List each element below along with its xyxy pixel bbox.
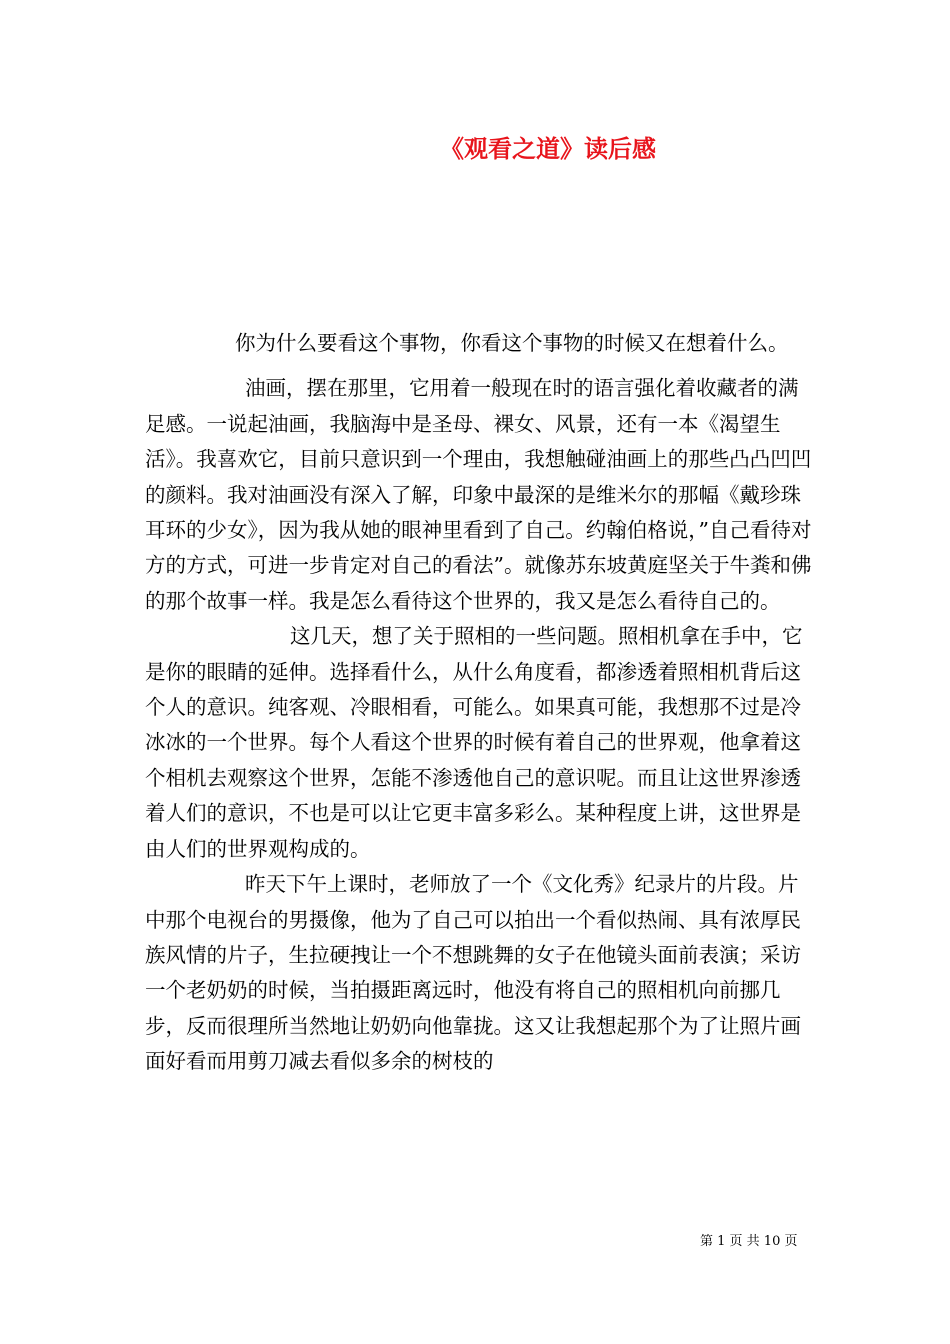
document-body [145,326,813,1080]
paragraph-4: 昨天下午上课时，老师放了一个《文化秀》纪录片的片段。片中那个电视台的男摄像，他为了自己可以拍出一个看似热闹、具有浓厚民族风情的片子，生拉硬拽让一个不想跳舞的女子在他镜头面前表演；采访一个老奶奶的时候，当拍摄距离远时，他没有将自己的照相机向前挪几步，反而很理所当然地让奶奶向他靠拢。这又让我想起那个为了让照片画面好看而用剪刀减去看似多余的树枝的 [145,872,801,1074]
page-number-footer: 第 1 页 共 10 页 [700,1234,798,1249]
paragraph-2: 油画，摆在那里，它用着一般现在时的语言强化着收藏者的满足感。一说起油画，我脑海中是圣母、裸女、风景，还有一本《渴望生活》。我喜欢它，目前只意识到一个理由，我想触碰油画上的那些凸凸凹凹的颜料。我对油画没有深入了解，印象中最深的是维米尔的那幅《戴珍珠耳环的少女》，因为我从她的眼神里看到了自己。约翰伯格说，”自己看待对方的方式，可进一步肯定对自己的看法”。就像苏东坡黄庭坚关于牛粪和佛的那个故事一样。我是怎么看待这个世界的，我又是怎么看待自己的。 [145,376,812,613]
paragraph-1: 你为什么要看这个事物，你看这个事物的时候又在想着什么。 [235,331,789,355]
paragraph-3: 这几天，想了关于照相的一些问题。照相机拿在手中，它是你的眼睛的延伸。选择看什么，从什么角度看，都渗透着照相机背后这个人的意识。纯客观、冷眼相看，可能么。如果真可能，我想那不过是冷冰冰的一个世界。每个人看这个世界的时候有着自己的世界观，他拿着这个相机去观察这个世界，怎能不渗透他自己的意识呢。而且让这世界渗透着人们的意识，不也是可以让它更丰富多彩么。某种程度上讲，这世界是由人们的世界观构成的。 [145,624,803,861]
document-title: 《观看之道》读后感 [440,134,656,163]
